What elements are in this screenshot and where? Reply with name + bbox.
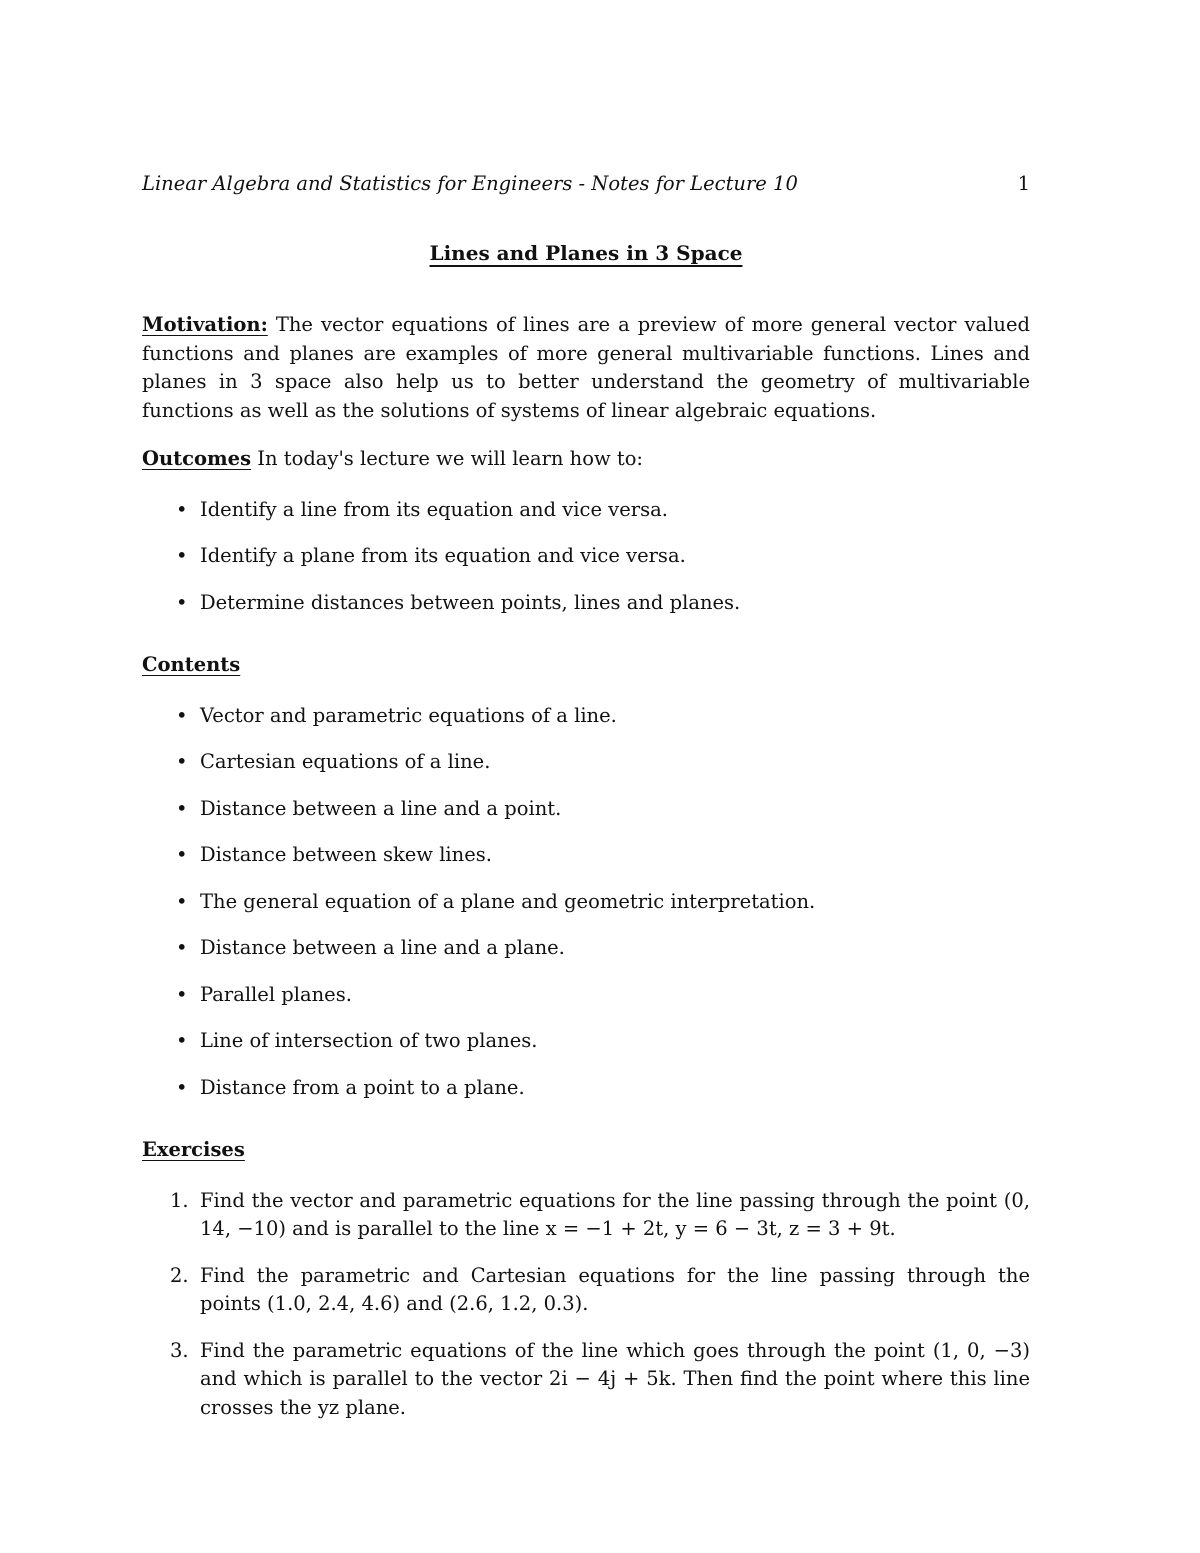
exercise-number: 2.: [170, 1263, 189, 1287]
exercise-item: [170, 1187, 1030, 1244]
contents-list: [142, 702, 1030, 1103]
bullet-icon: •: [176, 843, 188, 866]
list-item: • Identify a line from its equation and vice versa.: [200, 496, 1030, 525]
exercise-number: 1.: [170, 1188, 189, 1212]
page-number: 1: [1017, 172, 1030, 195]
list-item: • Distance from a point to a plane.: [200, 1074, 1030, 1103]
exercise-number: 3.: [170, 1338, 189, 1362]
bullet-icon: •: [176, 544, 188, 567]
bullet-icon: •: [176, 1029, 188, 1052]
page-title: Lines and Planes in 3 Space: [429, 240, 743, 265]
bullet-icon: •: [176, 703, 188, 727]
outcomes-intro: In today's lecture we will learn how to:: [257, 447, 644, 470]
outcomes-list: [142, 496, 1030, 618]
bullet-icon: •: [176, 590, 188, 614]
bullet-icon: •: [176, 889, 188, 913]
motivation-label: Motivation:: [142, 313, 268, 336]
contents-heading: Contents: [142, 653, 241, 676]
list-item: • Vector and parametric equations of a line.: [200, 702, 1030, 731]
bullet-icon: •: [176, 750, 188, 773]
running-header: [142, 170, 1030, 199]
list-item: • Identify a plane from its equation and vice versa.: [200, 542, 1030, 571]
list-item: • Determine distances between points, lines and planes.: [200, 589, 1030, 618]
list-item: • Distance between skew lines.: [200, 841, 1030, 870]
exercise-text: Find the vector and parametric equations for the line passing through the point (0, 14, −10) and is parallel to the line x = −1 + 2t, y = 6 − 3t, z = 3 + 9t.: [200, 1188, 1030, 1240]
list-item: • Distance between a line and a point.: [200, 795, 1030, 824]
exercise-item: [170, 1337, 1030, 1423]
list-item: • Line of intersection of two planes.: [200, 1027, 1030, 1056]
list-item: • Parallel planes.: [200, 981, 1030, 1010]
running-title: Linear Algebra and Statistics for Engineers - Notes for Lecture 10: [142, 172, 798, 195]
exercise-text: Find the parametric and Cartesian equations for the line passing through the points (1.0, 2.4, 4.6) and (2.6, 1.2, 0.3).: [200, 1263, 1030, 1315]
list-item: • Distance between a line and a plane.: [200, 934, 1030, 963]
list-item: • Cartesian equations of a line.: [200, 748, 1030, 777]
outcomes-label: Outcomes: [142, 447, 252, 470]
exercises-heading: Exercises: [142, 1138, 245, 1161]
bullet-icon: •: [176, 1075, 188, 1099]
bullet-icon: •: [176, 936, 188, 959]
document-page: [142, 170, 1030, 1440]
motivation-text: The vector equations of lines are a preview of more general vector valued functions and planes are examples of more general multivariable functions. Lines and planes in 3 space also help us to better understand the geometry of multivariable functions as well as the solutions of systems of linear algebraic equations.: [142, 313, 1030, 422]
exercises-list: [142, 1187, 1030, 1423]
exercise-text: Find the parametric equations of the line which goes through the point (1, 0, −3) and which is parallel to the vector 2i − 4j + 5k. Then find the point where this line crosses the yz plane.: [200, 1338, 1030, 1419]
list-item: • The general equation of a plane and geometric interpretation.: [200, 888, 1030, 917]
bullet-icon: •: [176, 497, 188, 521]
bullet-icon: •: [176, 796, 188, 820]
outcomes-paragraph: [142, 445, 1030, 474]
motivation-paragraph: [142, 311, 1030, 425]
bullet-icon: •: [176, 982, 188, 1006]
exercise-item: [170, 1262, 1030, 1319]
